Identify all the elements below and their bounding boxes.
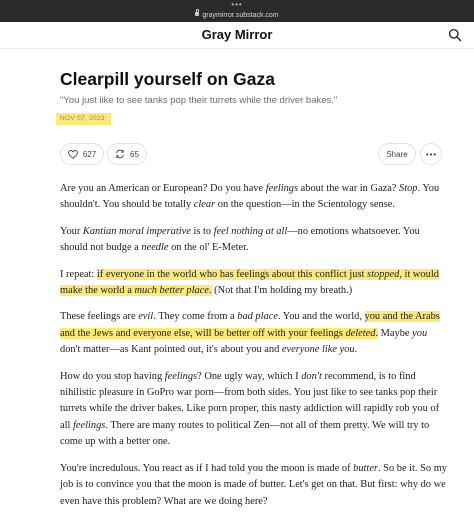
refresh-arrows-icon [115, 149, 125, 159]
text: on the question—in the Scientology sense. [215, 199, 395, 211]
text: about the war in Gaza? [298, 183, 400, 194]
like-button[interactable] [60, 143, 104, 165]
url-text: graymirror.substack.com [202, 12, 279, 19]
emphasis: stopped [367, 268, 400, 280]
article-paragraph-1 [60, 181, 448, 214]
post-subtitle: "You just like to see tanks pop their turrets while the driver bakes." [60, 95, 338, 106]
article-body [60, 181, 448, 520]
text: . [208, 285, 212, 297]
article-paragraph-2 [60, 224, 448, 257]
text: . So be it. So my job is to convince you that the moon is made of butter. Let's get on that. But first: why do we even have this problem? What are we doing here? [60, 462, 447, 507]
emphasis: Kantian moral imperative [82, 225, 191, 237]
text: . [354, 344, 358, 356]
text: on the ol' E-Meter. [168, 242, 249, 254]
article-paragraph-6 [60, 461, 448, 510]
post-actions [60, 140, 442, 168]
comments-button[interactable] [107, 143, 147, 165]
like-count: 627 [82, 149, 97, 159]
emphasis: feelings [72, 419, 106, 431]
text: Are you an American or European? Do you have [60, 183, 266, 194]
address-bar[interactable] [0, 11, 474, 20]
emphasis: clear [193, 199, 216, 211]
browser-bar [0, 0, 474, 22]
emphasis: you [412, 327, 428, 339]
emphasis: Stop [399, 183, 418, 194]
text: —no emotions whatsoever. You should not budge a [60, 225, 420, 254]
text: recommend, is to find nihilistic pleasure in GoPro war porn—from both sides. You just like to see tanks pop their turrets while the driver bakes. Like porn proper, this nasty addiction will rapidly rob you of all [60, 370, 440, 431]
text: These feelings are [60, 311, 139, 323]
ellipsis-icon [426, 153, 436, 156]
site-title[interactable]: Gray Mirror [201, 27, 273, 42]
share-label: Share [386, 149, 408, 159]
lock-icon [195, 12, 199, 16]
browser-menu-dots[interactable]: ••• [231, 0, 243, 9]
article-paragraph-5 [60, 369, 448, 451]
emphasis: deleted [345, 327, 376, 339]
more-options-button[interactable] [420, 143, 442, 165]
text: if everyone in the world who has feelings about this conflict just [96, 268, 368, 280]
emphasis: much better place [134, 285, 209, 297]
emphasis: feel nothing at all [213, 225, 288, 237]
text: Maybe [378, 327, 413, 339]
text: . [375, 327, 379, 339]
emphasis: evil [138, 311, 154, 323]
text: . You and the world, [277, 311, 365, 323]
heart-icon [68, 150, 78, 159]
emphasis: don't [301, 370, 322, 382]
text: is to [190, 225, 214, 237]
emphasis: needle [141, 242, 169, 254]
emphasis: feelings [164, 370, 198, 382]
text: . They come from a [153, 311, 238, 323]
emphasis: bad place [237, 311, 278, 323]
text: , it would make the world a [60, 268, 439, 297]
search-icon [448, 28, 462, 42]
text: . There are many routes to political Zen—not all of them pretty. We will try to come up with a better one. [60, 419, 430, 448]
post-title: Clearpill yourself on Gaza [60, 69, 275, 89]
emphasis: everyone like you [281, 344, 355, 356]
text: (Not that I'm holding my breath.) [211, 285, 353, 297]
emphasis: feelings [265, 183, 299, 194]
article-paragraph-4 [60, 309, 448, 358]
post-date: NOV 07, 2023 [56, 113, 111, 125]
search-button[interactable] [448, 28, 462, 42]
text: . You shouldn't. You should be totally [60, 183, 440, 211]
emphasis: butter [353, 462, 378, 474]
text: You're incredulous. You react as if I had told you the moon is made of [60, 462, 354, 474]
site-header [0, 22, 474, 49]
share-button[interactable] [378, 143, 416, 165]
text: I repeat: [60, 268, 97, 280]
text: you and the Arabs and the Jews and everyone else, will be better off with your feelings [60, 311, 440, 339]
article-paragraph-3 [60, 267, 448, 300]
comment-count: 65 [130, 149, 139, 159]
text: Your [60, 225, 83, 237]
text: don't matter—as Kant pointed out, it's about you and [60, 344, 282, 356]
text: ? One ugly way, which I [197, 370, 302, 382]
text: How do you stop having [60, 370, 165, 382]
